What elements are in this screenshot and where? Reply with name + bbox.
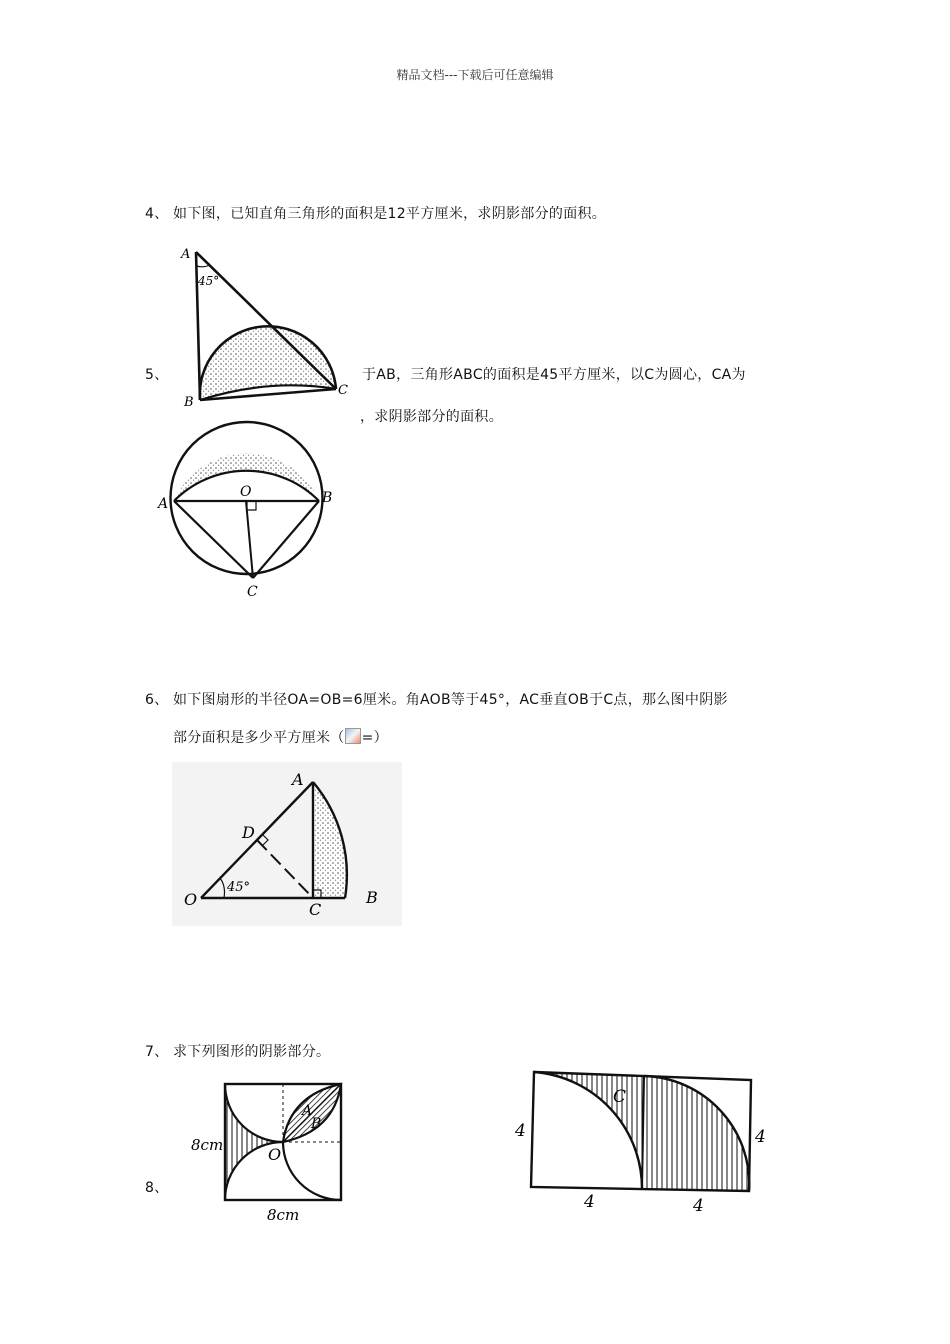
figure-6-label-a: A — [292, 770, 304, 789]
figure-5-label-b: B — [322, 490, 333, 506]
figure-6-angle-label: 45° — [227, 880, 251, 895]
figure-5-height-oc — [246, 501, 253, 578]
figure-4-angle-mark — [197, 265, 210, 267]
figure-7a-side-label-bottom: 8cm — [267, 1206, 300, 1224]
question-4 — [145, 203, 606, 223]
figure-6-label-b: B — [366, 888, 378, 907]
question-7-text: 求下列图形的阴影部分。 — [173, 1044, 331, 1060]
question-6 — [145, 689, 728, 709]
figure-6-label-o: O — [184, 890, 198, 909]
figure-7a-label-o: O — [268, 1145, 282, 1164]
figure-6-label-d: D — [242, 823, 255, 842]
question-5-text-line1: 于AB，三角形ABC的面积是45平方厘米，以C为圆心，CA为 — [362, 367, 746, 383]
figure-7-rectangle-quarter-circles — [505, 1060, 775, 1218]
figure-7b-label-right: 4 — [755, 1127, 766, 1147]
figure-5-label-c: C — [247, 584, 258, 600]
page-header: 精品文档---下载后可任意编辑 — [396, 68, 554, 82]
figure-4-angle-label: 45° — [198, 274, 220, 288]
figure-7b-label-bottom-right: 4 — [693, 1196, 704, 1216]
figure-4-label-c: C — [338, 383, 348, 398]
figure-5-right-angle-mark — [247, 501, 256, 510]
pi-image-icon — [345, 728, 361, 744]
figure-6-sector — [172, 762, 402, 926]
figure-7b-label-left: 4 — [515, 1121, 526, 1141]
figure-7b-label-bottom-left: 4 — [584, 1192, 595, 1212]
question-4-number: 4、 — [145, 206, 169, 222]
question-6-number: 6、 — [145, 692, 169, 708]
figure-7a-label-a: A — [302, 1103, 313, 1119]
question-6-text-line1: 如下图扇形的半径OA=OB=6厘米。角AOB等于45°，AC垂直OB于C点，那么图中阴影 — [173, 692, 728, 708]
figure-4-triangle-semicircle — [170, 238, 360, 410]
figure-7a-side-label-left: 8cm — [191, 1136, 224, 1154]
figure-5-label-a: A — [158, 496, 169, 512]
question-5-text-line2: ，求阴影部分的面积。 — [360, 409, 503, 425]
figure-6-label-c: C — [309, 900, 322, 919]
question-6-text-line2: 部分面积是多少平方厘米（ — [173, 730, 345, 746]
figure-7a-label-b: B — [311, 1116, 322, 1132]
question-6-line2 — [173, 727, 388, 747]
question-7-number: 7、 — [145, 1044, 169, 1060]
question-4-text: 如下图，已知直角三角形的面积是12平方厘米，求阴影部分的面积。 — [173, 206, 607, 222]
question-5-number: 5、 — [145, 367, 169, 383]
figure-7-square-quarter-circles — [185, 1075, 360, 1225]
figure-4-label-b: B — [184, 395, 194, 410]
figure-5-label-o: O — [240, 484, 252, 500]
question-7 — [145, 1041, 330, 1061]
figure-7a-arc-bottom-right — [283, 1142, 341, 1200]
question-6-text-line2-end: =） — [361, 730, 388, 746]
figure-7b-label-c: C — [613, 1087, 627, 1107]
question-8-number: 8、 — [145, 1180, 169, 1196]
figure-5-circle-triangle — [150, 412, 350, 604]
figure-4-label-a: A — [181, 247, 191, 262]
